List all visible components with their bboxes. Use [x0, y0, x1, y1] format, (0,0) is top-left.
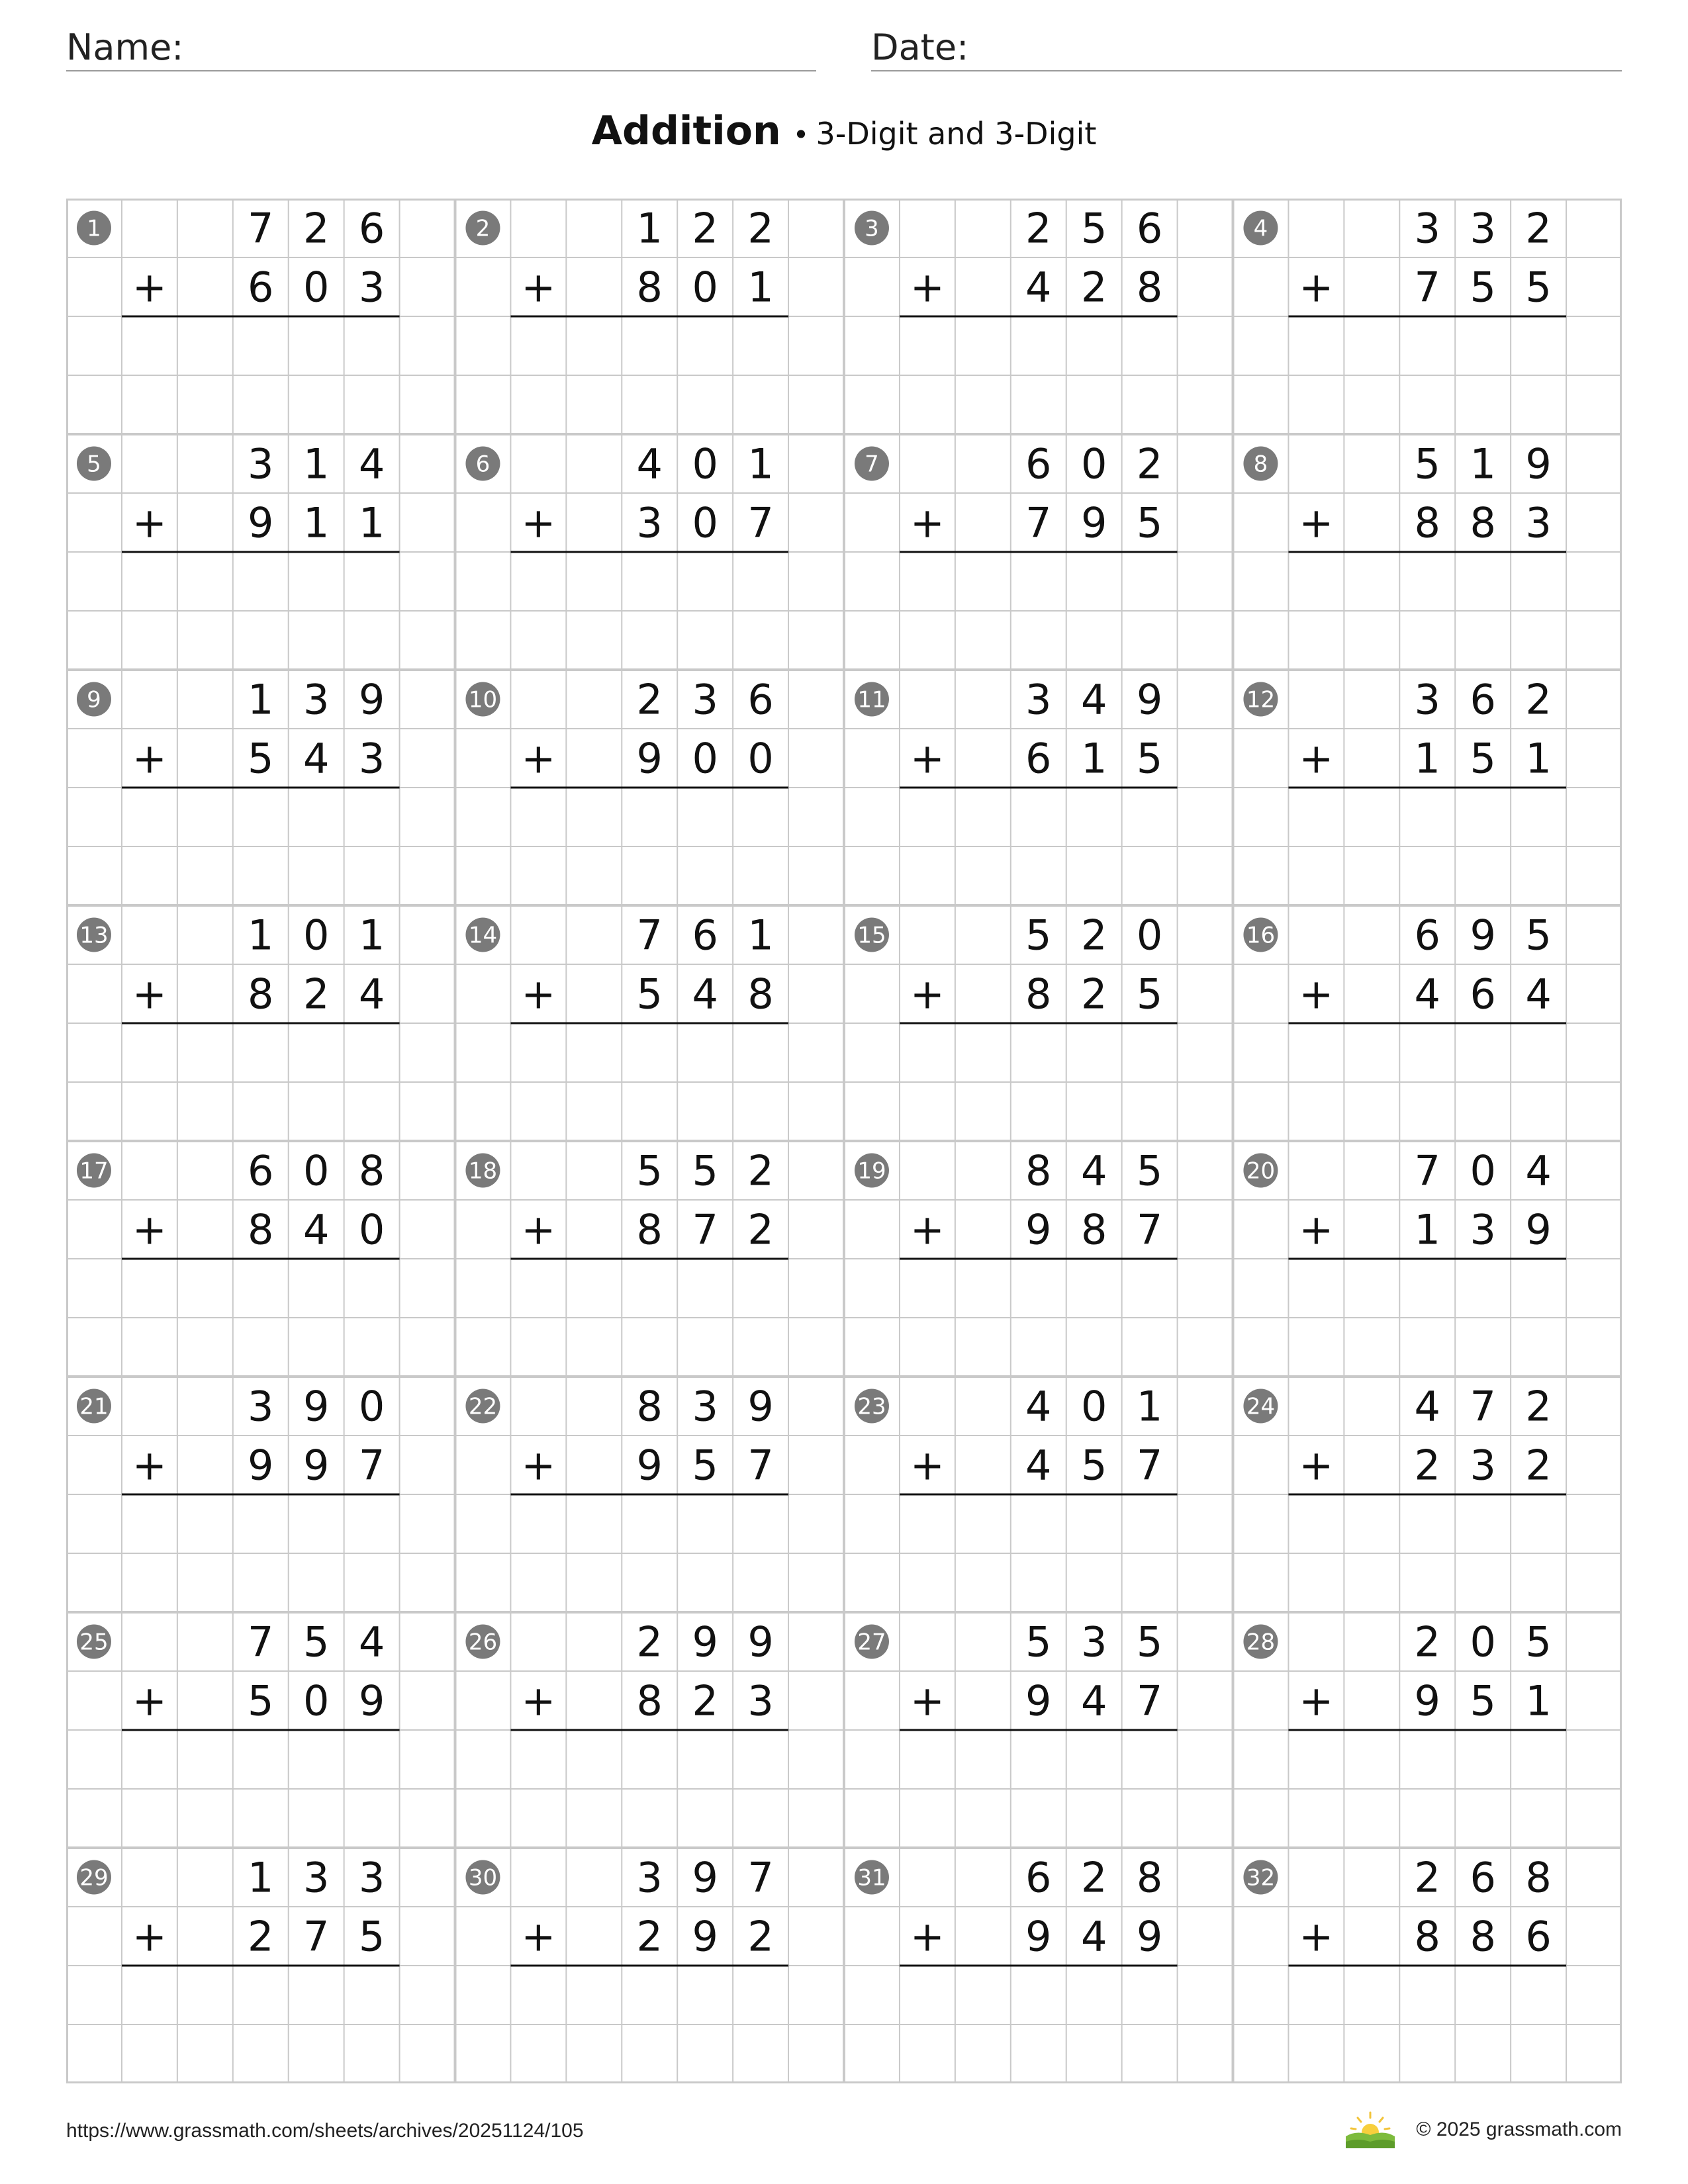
problem-number: 11	[857, 686, 886, 713]
top-digit: 4	[358, 439, 385, 488]
plus-sign: +	[910, 1441, 945, 1490]
bottom-digit: 8	[1414, 1912, 1440, 1961]
top-digit: 1	[248, 911, 274, 960]
top-digit: 5	[1525, 911, 1552, 960]
top-digit: 2	[1136, 439, 1163, 488]
top-digit: 9	[1470, 911, 1496, 960]
bottom-digit: 2	[303, 970, 330, 1019]
bottom-digit: 9	[358, 1676, 385, 1725]
problem-number: 9	[87, 686, 101, 713]
top-digit: 6	[692, 911, 718, 960]
bottom-digit: 5	[636, 970, 663, 1019]
top-digit: 2	[747, 1146, 774, 1195]
bottom-digit: 5	[358, 1912, 385, 1961]
problem-number: 23	[857, 1393, 886, 1420]
bottom-digit: 8	[1136, 263, 1163, 312]
problem-number: 24	[1246, 1393, 1276, 1420]
bottom-digit: 9	[1025, 1676, 1052, 1725]
top-digit: 5	[1136, 1617, 1163, 1666]
bottom-digit: 7	[358, 1441, 385, 1490]
bottom-digit: 9	[636, 734, 663, 783]
problem-number: 8	[1253, 451, 1268, 478]
top-digit: 8	[1525, 1853, 1552, 1902]
bottom-digit: 4	[692, 970, 718, 1019]
plus-sign: +	[521, 498, 556, 547]
top-digit: 9	[303, 1382, 330, 1431]
top-digit: 5	[692, 1146, 718, 1195]
top-digit: 8	[1136, 1853, 1163, 1902]
bottom-digit: 2	[1414, 1441, 1440, 1490]
bottom-digit: 7	[1136, 1676, 1163, 1725]
bottom-digit: 5	[248, 734, 274, 783]
plus-sign: +	[132, 970, 167, 1019]
top-digit: 3	[358, 1853, 385, 1902]
bottom-digit: 5	[1470, 734, 1496, 783]
plus-sign: +	[910, 498, 945, 547]
bottom-digit: 3	[358, 734, 385, 783]
bottom-digit: 6	[1525, 1912, 1552, 1961]
bottom-digit: 8	[248, 1205, 274, 1254]
bottom-digit: 4	[1525, 970, 1552, 1019]
problem-number: 32	[1246, 1864, 1276, 1891]
plus-sign: +	[910, 970, 945, 1019]
top-digit: 3	[248, 439, 274, 488]
bottom-digit: 5	[1525, 263, 1552, 312]
bottom-digit: 5	[248, 1676, 274, 1725]
bottom-digit: 8	[747, 970, 774, 1019]
problem-number: 5	[87, 451, 101, 478]
top-digit: 4	[1525, 1146, 1552, 1195]
top-digit: 2	[1525, 675, 1552, 724]
top-digit: 9	[358, 675, 385, 724]
plus-sign: +	[910, 1676, 945, 1725]
bottom-digit: 9	[1525, 1205, 1552, 1254]
bottom-digit: 8	[1414, 498, 1440, 547]
top-digit: 2	[1525, 204, 1552, 253]
bottom-digit: 7	[1136, 1205, 1163, 1254]
bottom-digit: 8	[248, 970, 274, 1019]
bottom-digit: 8	[636, 1205, 663, 1254]
problem-number: 21	[79, 1393, 109, 1420]
top-digit: 6	[1414, 911, 1440, 960]
top-digit: 2	[1525, 1382, 1552, 1431]
bottom-digit: 3	[1525, 498, 1552, 547]
top-digit: 4	[1080, 675, 1107, 724]
top-digit: 9	[747, 1617, 774, 1666]
bottom-digit: 0	[358, 1205, 385, 1254]
top-digit: 1	[747, 911, 774, 960]
footer-brand	[1343, 2110, 1622, 2150]
plus-sign: +	[521, 970, 556, 1019]
bottom-digit: 7	[303, 1912, 330, 1961]
top-digit: 4	[1025, 1382, 1052, 1431]
problem-number: 20	[1246, 1158, 1276, 1185]
problem-number: 3	[865, 215, 879, 242]
top-digit: 5	[1025, 1617, 1052, 1666]
bottom-digit: 0	[692, 498, 718, 547]
bottom-digit: 1	[358, 498, 385, 547]
bottom-digit: 2	[636, 1912, 663, 1961]
top-digit: 4	[1080, 1146, 1107, 1195]
bottom-digit: 5	[1136, 734, 1163, 783]
title-main: Addition	[591, 108, 781, 154]
plus-sign: +	[132, 263, 167, 312]
bottom-digit: 0	[747, 734, 774, 783]
top-digit: 3	[1470, 204, 1496, 253]
bottom-digit: 2	[747, 1205, 774, 1254]
plus-sign: +	[910, 263, 945, 312]
bottom-digit: 8	[1470, 1912, 1496, 1961]
bottom-digit: 9	[692, 1912, 718, 1961]
problem-number: 28	[1246, 1629, 1276, 1656]
plus-sign: +	[521, 263, 556, 312]
top-digit: 0	[692, 439, 718, 488]
footer-url: https://www.grassmath.com/sheets/archives/20251124/105	[66, 2120, 584, 2142]
top-digit: 1	[248, 1853, 274, 1902]
top-digit: 7	[248, 1617, 274, 1666]
top-digit: 1	[747, 439, 774, 488]
top-digit: 3	[692, 1382, 718, 1431]
bottom-digit: 3	[747, 1676, 774, 1725]
worksheet-title	[0, 105, 1688, 167]
top-digit: 7	[248, 204, 274, 253]
plus-sign: +	[1299, 263, 1334, 312]
plus-sign: +	[521, 1912, 556, 1961]
bottom-digit: 1	[1525, 1676, 1552, 1725]
problem-number: 2	[475, 215, 491, 242]
top-digit: 6	[1136, 204, 1163, 253]
bottom-digit: 5	[1136, 498, 1163, 547]
plus-sign: +	[1299, 1912, 1334, 1961]
plus-sign: +	[521, 1205, 556, 1254]
top-digit: 2	[1080, 1853, 1107, 1902]
top-digit: 6	[1470, 1853, 1496, 1902]
top-digit: 5	[303, 1617, 330, 1666]
bottom-digit: 3	[1470, 1205, 1496, 1254]
bottom-digit: 3	[1470, 1441, 1496, 1490]
bottom-digit: 1	[1414, 734, 1440, 783]
top-digit: 3	[1414, 204, 1440, 253]
bottom-digit: 4	[358, 970, 385, 1019]
top-digit: 9	[1136, 675, 1163, 724]
bottom-digit: 0	[692, 263, 718, 312]
problem-grid	[66, 199, 1622, 2083]
plus-sign: +	[132, 1676, 167, 1725]
bottom-digit: 8	[1025, 970, 1052, 1019]
top-digit: 1	[358, 911, 385, 960]
top-digit: 3	[1080, 1617, 1107, 1666]
bottom-digit: 2	[1525, 1441, 1552, 1490]
bottom-digit: 9	[1414, 1676, 1440, 1725]
problem-number: 29	[79, 1864, 109, 1891]
plus-sign: +	[132, 734, 167, 783]
bottom-digit: 3	[636, 498, 663, 547]
title-separator: •	[792, 118, 810, 151]
top-digit: 1	[636, 204, 663, 253]
top-digit: 2	[747, 204, 774, 253]
top-digit: 8	[636, 1382, 663, 1431]
top-digit: 2	[1080, 911, 1107, 960]
top-digit: 7	[1470, 1382, 1496, 1431]
problem-number: 13	[79, 922, 109, 949]
top-digit: 9	[747, 1382, 774, 1431]
top-digit: 6	[1470, 675, 1496, 724]
bottom-digit: 2	[1080, 970, 1107, 1019]
bottom-digit: 9	[1025, 1912, 1052, 1961]
top-digit: 6	[358, 204, 385, 253]
plus-sign: +	[132, 1912, 167, 1961]
top-digit: 2	[692, 204, 718, 253]
plus-sign: +	[1299, 1676, 1334, 1725]
top-digit: 0	[1470, 1617, 1496, 1666]
top-digit: 1	[1470, 439, 1496, 488]
bottom-digit: 4	[1080, 1676, 1107, 1725]
top-digit: 4	[1414, 1382, 1440, 1431]
problem-number: 19	[857, 1158, 886, 1185]
top-digit: 3	[248, 1382, 274, 1431]
top-digit: 0	[1080, 439, 1107, 488]
top-digit: 8	[1025, 1146, 1052, 1195]
problem-number: 1	[87, 215, 101, 242]
bottom-digit: 1	[1525, 734, 1552, 783]
bottom-digit: 1	[1080, 734, 1107, 783]
bottom-digit: 9	[248, 498, 274, 547]
problem-number: 14	[468, 922, 498, 949]
top-digit: 6	[747, 675, 774, 724]
problem-number: 6	[475, 451, 491, 478]
bottom-digit: 8	[1470, 498, 1496, 547]
problem-number: 31	[857, 1864, 886, 1891]
bottom-digit: 2	[692, 1676, 718, 1725]
footer-copyright: © 2025 grassmath.com	[1416, 2118, 1622, 2140]
bottom-digit: 4	[303, 1205, 330, 1254]
problem-number: 26	[468, 1629, 498, 1656]
bottom-digit: 5	[1470, 263, 1496, 312]
top-digit: 5	[1136, 1146, 1163, 1195]
plus-sign: +	[1299, 1441, 1334, 1490]
plus-sign: +	[132, 498, 167, 547]
bottom-digit: 2	[1080, 263, 1107, 312]
bottom-digit: 8	[1080, 1205, 1107, 1254]
bottom-digit: 2	[747, 1912, 774, 1961]
bottom-digit: 0	[692, 734, 718, 783]
bottom-digit: 5	[1136, 970, 1163, 1019]
bottom-digit: 9	[1025, 1205, 1052, 1254]
top-digit: 3	[692, 675, 718, 724]
problem-number: 10	[468, 686, 498, 713]
top-digit: 4	[636, 439, 663, 488]
top-digit: 0	[1136, 911, 1163, 960]
top-digit: 2	[636, 675, 663, 724]
top-digit: 5	[636, 1146, 663, 1195]
top-digit: 5	[1080, 204, 1107, 253]
bottom-digit: 2	[248, 1912, 274, 1961]
top-digit: 0	[1470, 1146, 1496, 1195]
bottom-digit: 7	[1025, 498, 1052, 547]
date-field[interactable]	[871, 25, 1622, 71]
bottom-digit: 5	[1470, 1676, 1496, 1725]
top-digit: 1	[303, 439, 330, 488]
top-digit: 9	[1525, 439, 1552, 488]
bottom-digit: 9	[1136, 1912, 1163, 1961]
top-digit: 3	[303, 675, 330, 724]
plus-sign: +	[1299, 970, 1334, 1019]
bottom-digit: 6	[248, 263, 274, 312]
top-digit: 3	[303, 1853, 330, 1902]
bottom-digit: 9	[248, 1441, 274, 1490]
problem-number: 16	[1246, 922, 1276, 949]
bottom-digit: 1	[303, 498, 330, 547]
plus-sign: +	[1299, 1205, 1334, 1254]
problem-number: 15	[857, 922, 886, 949]
problem-number: 25	[79, 1629, 109, 1656]
bottom-digit: 8	[636, 1676, 663, 1725]
plus-sign: +	[1299, 498, 1334, 547]
top-digit: 2	[636, 1617, 663, 1666]
top-digit: 3	[1414, 675, 1440, 724]
top-digit: 5	[1025, 911, 1052, 960]
problem-number: 22	[468, 1393, 498, 1420]
title-subtitle: 3-Digit and 3-Digit	[816, 116, 1097, 152]
top-digit: 9	[692, 1617, 718, 1666]
plus-sign: +	[132, 1205, 167, 1254]
plus-sign: +	[521, 1441, 556, 1490]
top-digit: 0	[303, 1146, 330, 1195]
top-digit: 3	[1025, 675, 1052, 724]
bottom-digit: 5	[692, 1441, 718, 1490]
top-digit: 6	[1025, 439, 1052, 488]
top-digit: 7	[1414, 1146, 1440, 1195]
bottom-digit: 0	[303, 1676, 330, 1725]
plus-sign: +	[132, 1441, 167, 1490]
bottom-digit: 4	[1414, 970, 1440, 1019]
bottom-digit: 7	[692, 1205, 718, 1254]
top-digit: 6	[248, 1146, 274, 1195]
top-digit: 2	[303, 204, 330, 253]
bottom-digit: 1	[1414, 1205, 1440, 1254]
top-digit: 6	[1025, 1853, 1052, 1902]
bottom-digit: 8	[636, 263, 663, 312]
bottom-digit: 9	[636, 1441, 663, 1490]
bottom-digit: 4	[303, 734, 330, 783]
bottom-digit: 5	[1080, 1441, 1107, 1490]
top-digit: 5	[1525, 1617, 1552, 1666]
sun-over-grass-logo-icon	[1343, 2110, 1397, 2150]
date-label: Date:	[871, 26, 969, 68]
name-field[interactable]	[66, 25, 816, 71]
top-digit: 4	[358, 1617, 385, 1666]
top-digit: 7	[747, 1853, 774, 1902]
problem-number: 7	[865, 451, 879, 478]
top-digit: 0	[303, 911, 330, 960]
bottom-digit: 6	[1025, 734, 1052, 783]
plus-sign: +	[521, 734, 556, 783]
problem-number: 18	[468, 1158, 498, 1185]
problem-number: 17	[79, 1158, 109, 1185]
bottom-digit: 7	[1414, 263, 1440, 312]
problem-number: 30	[468, 1864, 498, 1891]
top-digit: 1	[248, 675, 274, 724]
problem-number: 27	[857, 1629, 886, 1656]
bottom-digit: 4	[1080, 1912, 1107, 1961]
plus-sign: +	[910, 1912, 945, 1961]
plus-sign: +	[910, 734, 945, 783]
top-digit: 8	[358, 1146, 385, 1195]
top-digit: 3	[636, 1853, 663, 1902]
name-label: Name:	[66, 26, 184, 68]
bottom-digit: 1	[747, 263, 774, 312]
bottom-digit: 9	[1080, 498, 1107, 547]
bottom-digit: 9	[303, 1441, 330, 1490]
top-digit: 0	[358, 1382, 385, 1431]
bottom-digit: 7	[1136, 1441, 1163, 1490]
bottom-digit: 3	[358, 263, 385, 312]
bottom-digit: 0	[303, 263, 330, 312]
plus-sign: +	[521, 1676, 556, 1725]
problem-number: 4	[1253, 215, 1268, 242]
top-digit: 7	[636, 911, 663, 960]
bottom-digit: 7	[747, 1441, 774, 1490]
top-digit: 0	[1080, 1382, 1107, 1431]
top-digit: 2	[1414, 1617, 1440, 1666]
bottom-digit: 7	[747, 498, 774, 547]
plus-sign: +	[1299, 734, 1334, 783]
top-digit: 1	[1136, 1382, 1163, 1431]
top-digit: 9	[692, 1853, 718, 1902]
bottom-digit: 4	[1025, 1441, 1052, 1490]
top-digit: 2	[1414, 1853, 1440, 1902]
problem-number: 12	[1246, 686, 1276, 713]
bottom-digit: 4	[1025, 263, 1052, 312]
plus-sign: +	[910, 1205, 945, 1254]
top-digit: 2	[1025, 204, 1052, 253]
top-digit: 5	[1414, 439, 1440, 488]
bottom-digit: 6	[1470, 970, 1496, 1019]
